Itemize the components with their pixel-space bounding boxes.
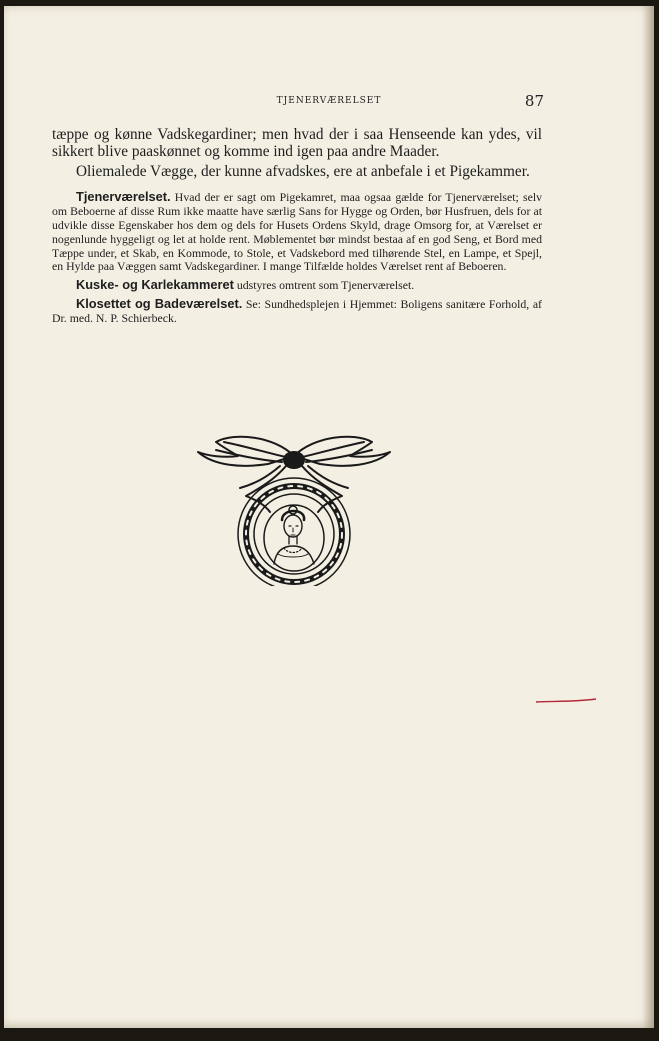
large-text-block	[52, 126, 542, 180]
section-coachman-room	[52, 278, 542, 293]
body-text	[52, 126, 542, 326]
page-number: 87	[524, 92, 544, 110]
book-page	[4, 6, 654, 1028]
cameo-ornament-illustration	[194, 430, 394, 586]
section-heading: Klosettet og Badeværelset.	[76, 296, 243, 312]
section-heading: Kuske- og Karlekammeret	[76, 277, 234, 293]
section-text: udstyres omtrent som Tjenerværelset.	[233, 278, 415, 293]
small-text-block	[52, 190, 542, 326]
section-heading: Tjenerværelset.	[76, 188, 171, 204]
paragraph-continuation: tæppe og kønne Vadskegardiner; men hvad der i saa Henseende kan ydes, vil sikkert blive paaskønnet og komme ind igen paa andre Maader.	[52, 126, 542, 161]
paragraph-oil-walls: Oliemalede Vægge, der kunne afvadskes, ere at anbefale i et Pigekammer.	[76, 162, 530, 180]
red-pen-mark	[534, 696, 598, 706]
page-edge-shadow	[642, 6, 654, 1028]
running-head: TJENERVÆRELSET	[276, 96, 382, 106]
section-servant-room	[52, 190, 542, 274]
section-toilet-bathroom	[52, 297, 542, 326]
section-text: Se: Sundhedsplejen i Hjemmet: Boligens sanitære Forhold, af Dr. med. N. P. Schierbeck.	[52, 297, 542, 326]
section-text: Hvad der er sagt om Pigekamret, maa ogsaa gælde for Tjenerværelset; selv om Beboerne af disse Rum ikke maatte have særlig Sans for Hygge og Orden, bør Husfruen, dels for at udvikle disse Egenskaber hos dem og dels for Husets Ordens Skyld, drage Omsorg for, at Værelset er nogenlunde hyggeligt og let at holde rent. Møblementet bør mindst bestaa af en god Seng, et Bord med Tæppe under, et Skab, en Kommode, to Stole, et Vadskebord med tilhørende Stel, en Lampe, et Spejl, en Hylde paa Væggen samt Vadskegardiner. I mange Tilfælde holdes Værelset rent af Beboeren.	[52, 189, 542, 274]
